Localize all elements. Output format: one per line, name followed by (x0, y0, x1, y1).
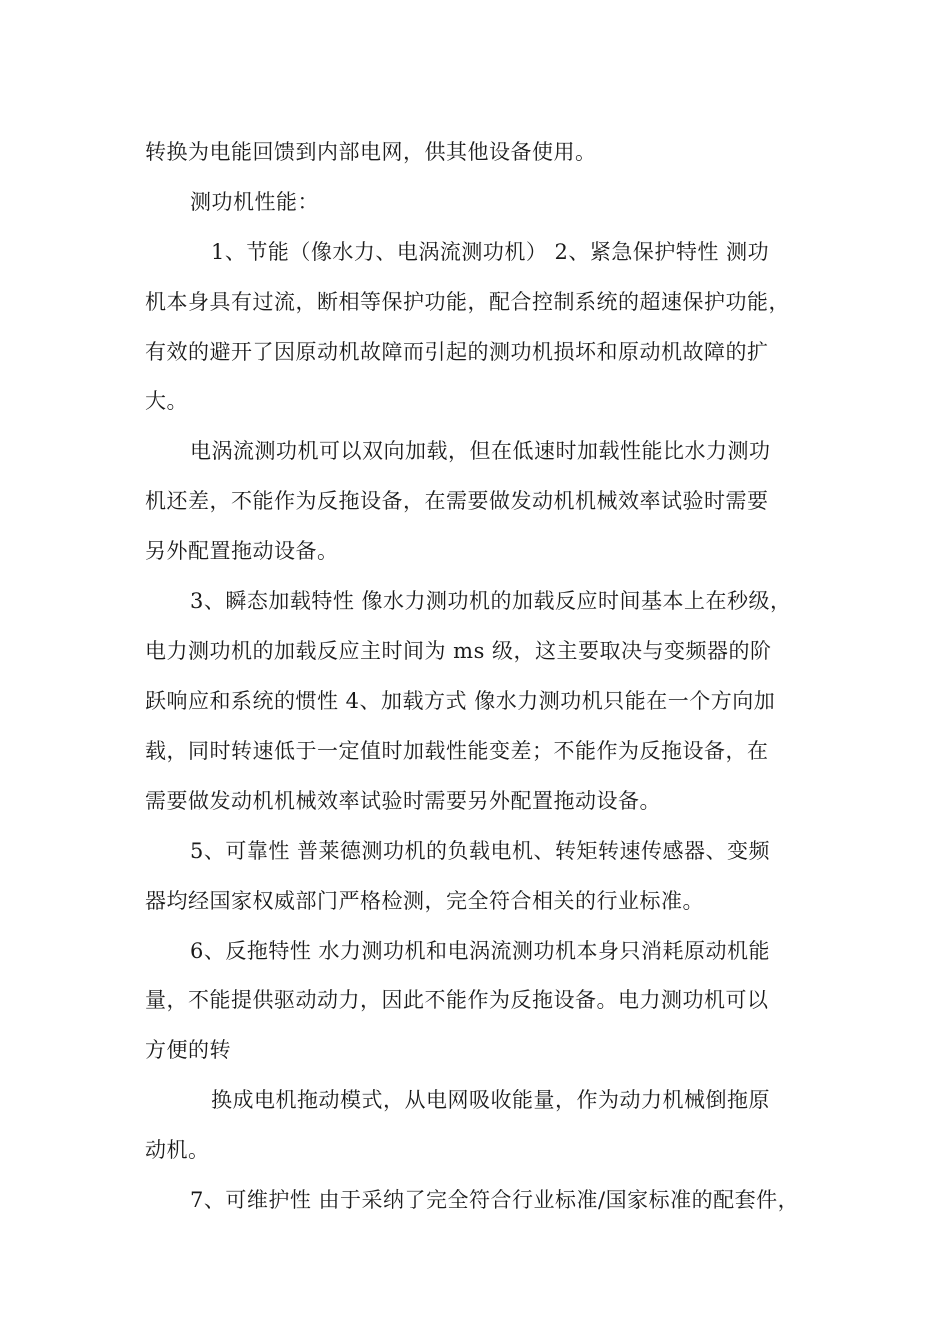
text-line: 5、可靠性 普莱德测功机的负载电机、转矩转速传感器、变频 (190, 839, 771, 863)
text-line: 器均经国家权威部门严格检测，完全符合相关的行业标准。 (145, 889, 704, 913)
text-line: 电力测功机的加载反应主时间为 ms 级，这主要取决与变频器的阶 (145, 639, 772, 663)
text-line: 机本身具有过流，断相等保护功能，配合控制系统的超速保护功能， (145, 290, 790, 314)
text-line: 6、反拖特性 水力测功机和电涡流测功机本身只消耗原动机能 (190, 939, 771, 963)
text-line: 动机。 (145, 1138, 210, 1162)
text-line: 3、瞬态加载特性 像水力测功机的加载反应时间基本上在秒级， (190, 589, 792, 613)
text-line: 量，不能提供驱动动力，因此不能作为反拖设备。电力测功机可以 (145, 988, 769, 1012)
text-line: 大。 (145, 389, 188, 413)
text-line: 载，同时转速低于一定值时加载性能变差；不能作为反拖设备，在 (145, 739, 769, 763)
text-line: 机还差，不能作为反拖设备，在需要做发动机机械效率试验时需要 (145, 489, 769, 513)
text-line: 转换为电能回馈到内部电网，供其他设备使用。 (145, 140, 597, 164)
text-line: 跃响应和系统的惯性 4、加载方式 像水力测功机只能在一个方向加 (145, 689, 776, 713)
section-heading: 测功机性能： (190, 190, 319, 214)
text-line: 另外配置拖动设备。 (145, 539, 339, 563)
text-line: 方便的转 (145, 1038, 231, 1062)
text-line: 电涡流测功机可以双向加载，但在低速时加载性能比水力测功 (190, 439, 771, 463)
text-line: 1、节能（像水力、电涡流测功机） 2、紧急保护特性 测功 (211, 240, 770, 264)
text-line: 换成电机拖动模式，从电网吸收能量，作为动力机械倒拖原 (211, 1088, 770, 1112)
text-line: 7、可维护性 由于采纳了完全符合行业标准/国家标准的配套件， (190, 1188, 800, 1212)
text-line: 有效的避开了因原动机故障而引起的测功机损坏和原动机故障的扩 (145, 340, 769, 364)
text-line: 需要做发动机机械效率试验时需要另外配置拖动设备。 (145, 789, 661, 813)
